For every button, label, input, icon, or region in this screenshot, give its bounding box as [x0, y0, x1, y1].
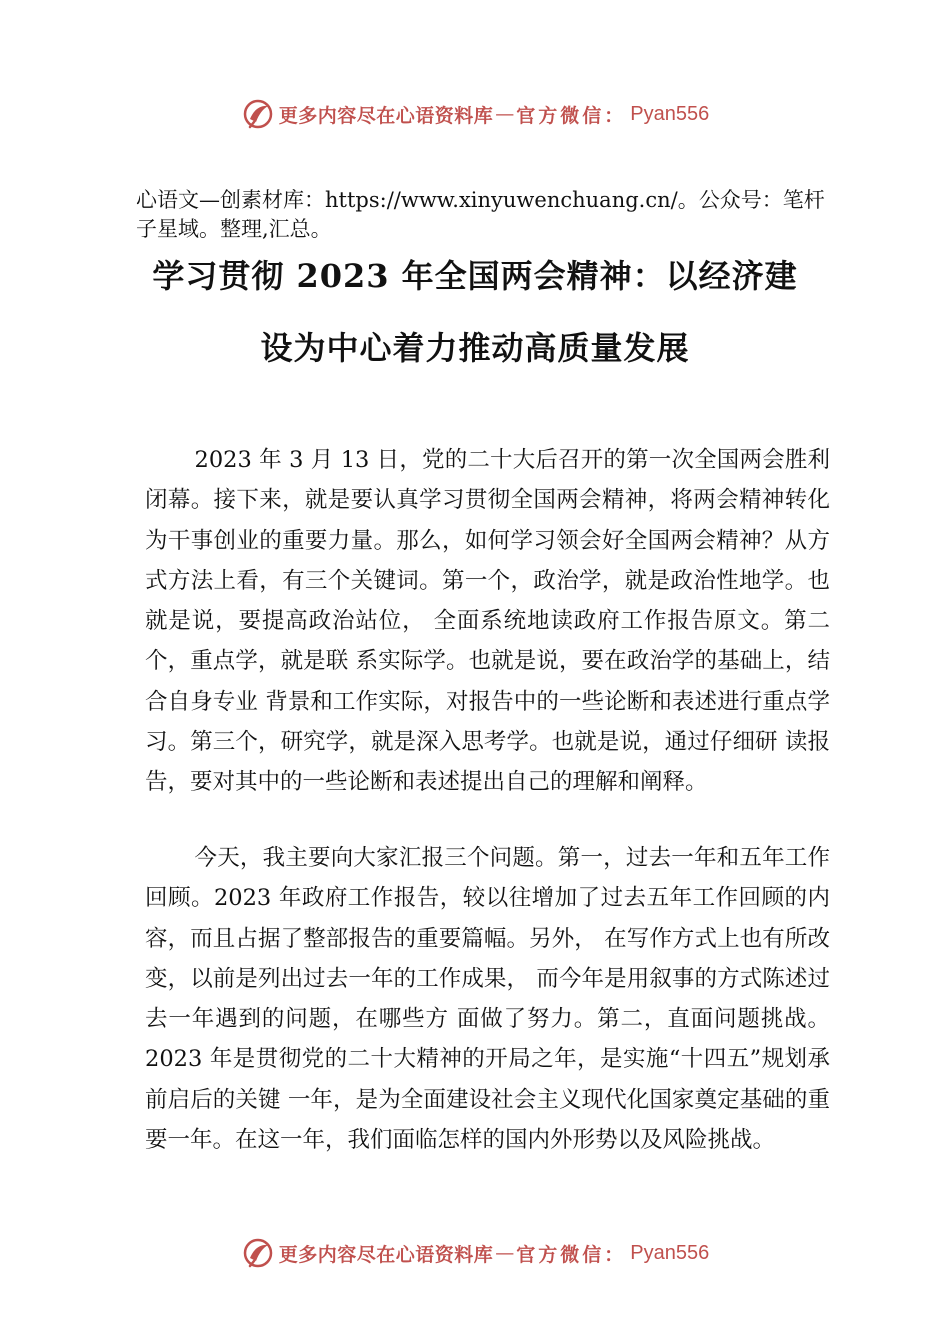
source-note: 心语文—创素材库：https://www.xinyuwenchuang.cn/。公众号：笔杆子星域。整理,汇总。: [136, 188, 825, 241]
banner-separator: —: [495, 1242, 515, 1264]
banner-brand-text: 更多内容尽在心语资料库: [278, 104, 494, 127]
paragraph-text: 今天，我主要向大家汇报三个问题。第一，过去一年和五年工作回顾。2023 年政府工作报告，较以往增加了过去五年工作回顾的内容，而且占据了整部报告的重要篇幅。另外， 在写作方式上也有所改变，以前是列出过去一年的工作成果， 而今年是用叙事的方式陈述过去一年遇到的问题，在哪些方 面做了努力。第二，直面问题挑战。2023 年是贯彻党的二十大精神的开局之年，是实施“十四五”规划承前启后的关键 一年，是为全面建设社会主义现代化国家奠定基础的重要一年。在这一年，我们面临怎样的国内外形势以及风险挑战。: [145, 845, 830, 1154]
banner-separator: —: [495, 103, 515, 125]
banner-wechat-label: 官方微信：: [516, 1243, 627, 1266]
banner-wechat-id: Pyan556: [630, 1241, 710, 1264]
brand-logo-icon: [241, 1236, 275, 1270]
brand-logo-icon: [241, 97, 275, 131]
body-paragraph-1: [145, 440, 830, 803]
banner-wechat-label: 官方微信：: [516, 104, 627, 127]
banner-brand-text: 更多内容尽在心语资料库: [278, 1243, 494, 1266]
header-banner: [0, 94, 950, 134]
footer-banner: [0, 1233, 950, 1273]
body-paragraph-2: [145, 838, 830, 1160]
document-title-line-2: 设为中心着力推动高质量发展: [260, 329, 690, 367]
paragraph-text: 2023 年 3 月 13 日，党的二十大后召开的第一次全国两会胜利闭幕。接下来，就是要认真学习贯彻全国两会精神，将两会精神转化为干事创业的重要力量。那么，如何学习领会好全国两会精神？从方式方法上看，有三个关键词。第一个，政治学，就是政治性地学。也就是说，要提高政治站位， 全面系统地读政府工作报告原文。第二个，重点学，就是联 系实际学。也就是说，要在政治学的基础上，结合自身专业 背景和工作实际，对报告中的一些论断和表述进行重点学习。第三个，研究学，就是深入思考学。也就是说，通过仔细研 读报告，要对其中的一些论断和表述提出自己的理解和阐释。: [145, 447, 830, 796]
banner-wechat-id: Pyan556: [630, 102, 710, 125]
document-title-line-1: 学习贯彻 2023 年全国两会精神：以经济建: [152, 257, 798, 295]
